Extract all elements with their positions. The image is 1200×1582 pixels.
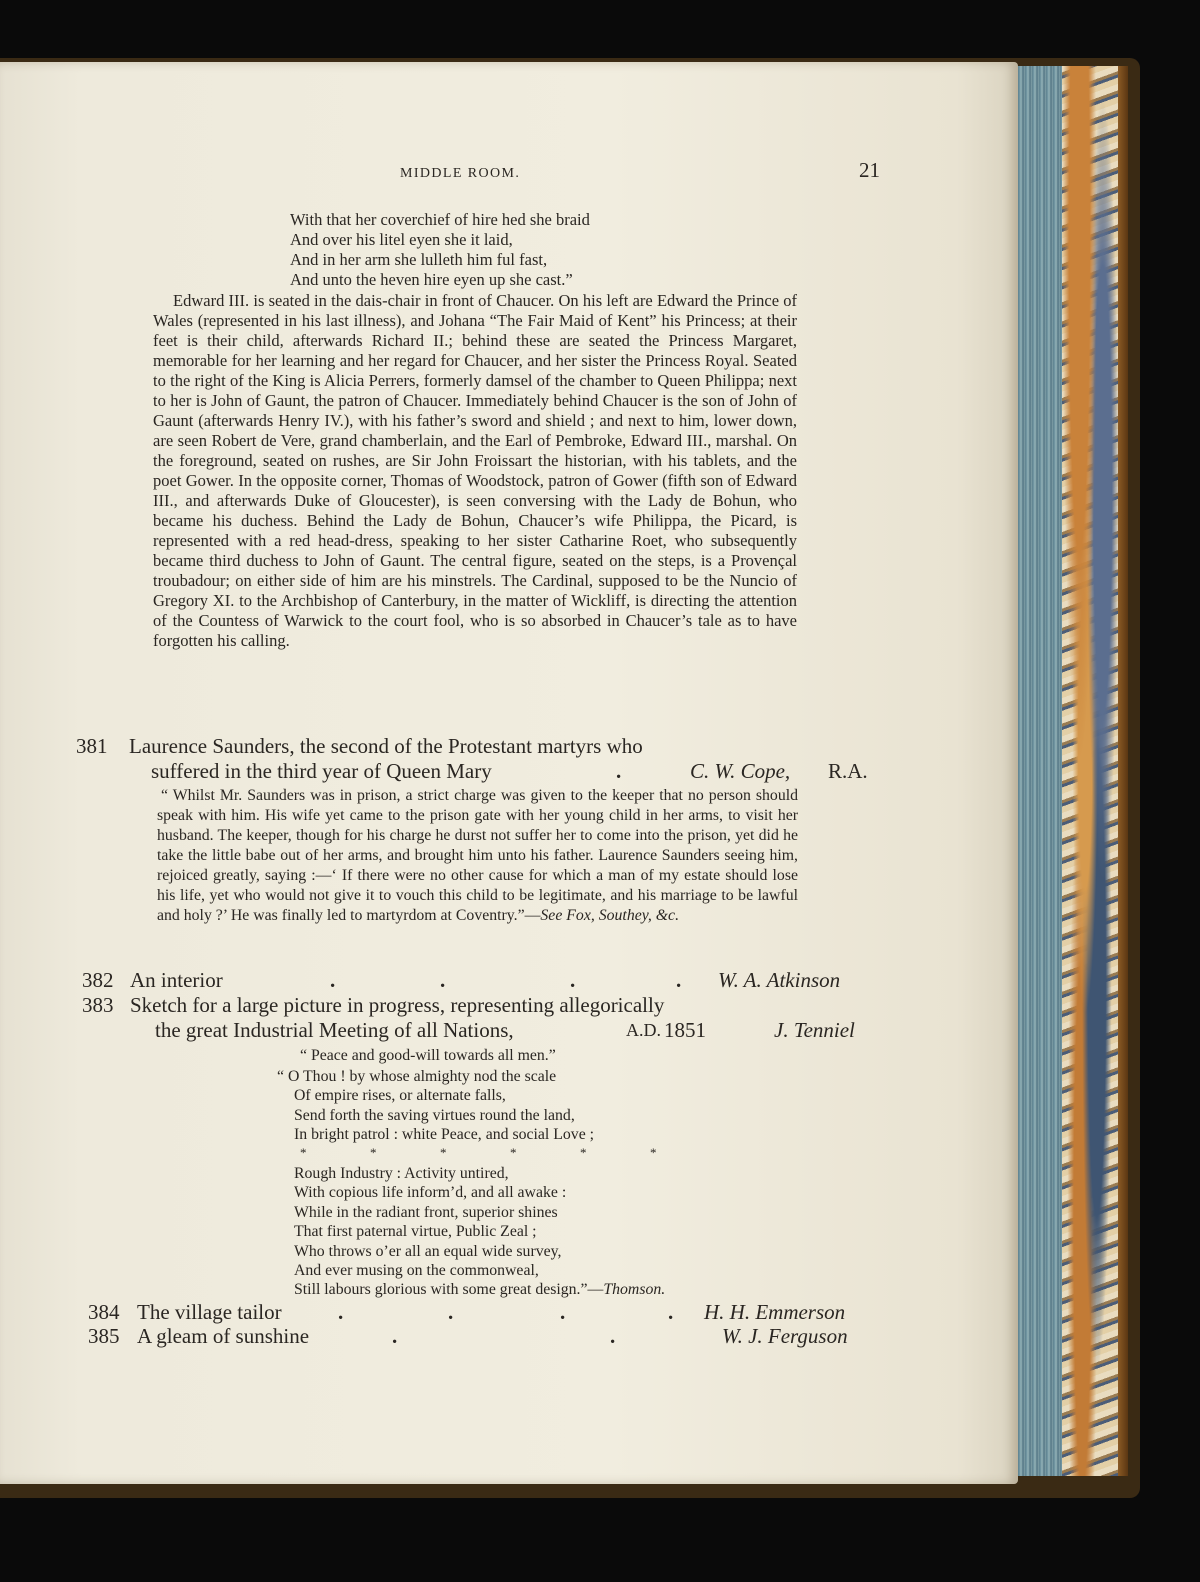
entry-title: An interior — [130, 968, 223, 992]
entry-number: 382 — [82, 968, 114, 992]
entry-title-continued: suffered in the third year of Queen Mary — [151, 759, 492, 783]
verse-line: While in the radiant front, superior shines — [294, 1203, 558, 1221]
leader-dot: . — [570, 968, 576, 992]
artist-name: W. J. Ferguson — [722, 1324, 848, 1348]
leader-dot: . — [392, 1324, 398, 1348]
entry-number: 383 — [82, 993, 114, 1017]
entry-title: The village tailor — [137, 1300, 282, 1324]
artist-name: W. A. Atkinson — [718, 968, 841, 992]
asterisk: * — [440, 1145, 447, 1160]
page-number: 21 — [859, 158, 880, 182]
verse-line: Still labours glorious with some great design.”— — [294, 1281, 604, 1299]
entry-title-continued: the great Industrial Meeting of all Nations, — [155, 1018, 514, 1042]
entry-number: 381 — [76, 734, 108, 758]
entry-title: Sketch for a large picture in progress, representing allegorically — [130, 993, 665, 1017]
motto: “ Peace and good-will towards all men.” — [300, 1047, 556, 1064]
entry-number: 384 — [88, 1300, 120, 1324]
artist-name: H. H. Emmerson — [704, 1300, 846, 1324]
verse-line: And in her arm she lulleth him ful fast, — [290, 250, 548, 269]
asterisk: * — [370, 1145, 377, 1160]
asterisk: * — [580, 1145, 587, 1160]
entry-title: Laurence Saunders, the second of the Protestant martyrs who — [129, 734, 643, 758]
leader-dot: . — [610, 1324, 616, 1348]
verse-stanza-1 — [277, 1067, 594, 1145]
leader-dot: . — [668, 1300, 674, 1324]
page-block-edge — [1018, 66, 1062, 1476]
artist-suffix: R.A. — [828, 759, 868, 783]
verse-line: Who throws o’er all an equal wide survey, — [294, 1242, 562, 1260]
verse-line: Of empire rises, or alternate falls, — [294, 1087, 506, 1105]
verse-line: Send forth the saving virtues round the land, — [294, 1106, 575, 1124]
leader-dot: . — [338, 1300, 344, 1324]
date-prefix: A.D. — [626, 1020, 661, 1040]
leader-dot: . — [448, 1300, 454, 1324]
verse-line: And ever musing on the commonweal, — [294, 1262, 539, 1280]
entry-date: 1851 — [664, 1018, 706, 1042]
verse-line: That first paternal virtue, Public Zeal ; — [294, 1223, 537, 1241]
quote-citation: Thomson. — [603, 1281, 666, 1299]
artist-name: J. Tenniel — [774, 1018, 855, 1042]
verse-line: And unto the heven hire eyen up she cast.” — [290, 270, 573, 289]
entry-number: 385 — [88, 1324, 120, 1348]
leader-dot: . — [330, 968, 336, 992]
leader-dot: . — [560, 1300, 566, 1324]
running-head: MIDDLE ROOM. — [400, 166, 521, 181]
marbled-endpaper — [1062, 66, 1120, 1476]
asterisk: * — [650, 1145, 657, 1160]
verse-stanza-2 — [294, 1164, 665, 1300]
verse-line: And over his litel eyen she it laid, — [290, 230, 513, 249]
asterisk: * — [510, 1145, 517, 1160]
leader-dot: . — [676, 968, 682, 992]
verse-line: With copious life inform’d, and all awake : — [294, 1184, 567, 1202]
verse-line: “ O Thou ! by whose almighty nod the scale — [277, 1068, 557, 1085]
verse-line: Rough Industry : Activity untired, — [294, 1165, 509, 1182]
verse-line-final — [294, 1280, 665, 1299]
asterisk: * — [300, 1145, 307, 1160]
verse-line: In bright patrol : white Peace, and social Love ; — [294, 1126, 595, 1144]
entry-quote-381 — [157, 786, 798, 926]
painting-description: Edward III. is seated in the dais-chair in front of Chaucer. On his left are Edward the Prince of Wales (represented in his last illness), and Johana “The Fair Maid of Kent” his Princess; at their feet is their child, afterwards Richard II.; behind these are seated the Princess Margaret, memorable for her learning and her regard for Chaucer, and her sister the Princess Royal. Seated to the right of the King is Alicia Perrers, formerly damsel of the chamber to Queen Philippa; next to her is John of Gaunt, the patron of Chaucer. Immediately behind Chaucer is the son of John of Gaunt (afterwards Henry IV.), with his father’s sword and shield ; and next to him, lower down, are seen Robert de Vere, grand chamberlain, and the Earl of Pembroke, Edward III., marshal. On the foreground, seated on rushes, are Sir John Froissart the historian, with his tablets, and the poet Gower. In the opposite corner, Thomas of Woodstock, patron of Gower (fifth son of Edward III., and afterwards Duke of Gloucester), is seen conversing with the Lady de Bohun, who became his duchess. Behind the Lady de Bohun, Chaucer’s wife Philippa, the Picard, is represented with a red head-dress, speaking to her sister Catharine Roet, who subsequently became third duchess to John of Gaunt. The central figure, seated on the steps, is a Provençal troubadour; on either side of him are his minstrels. The Cardinal, supposed to be the Nuncio of Gregory XI. to the Archbishop of Canterbury, in the matter of Wickliff, is directing the attention of the Countess of Warwick to the court fool, who is so absorbed in Chaucer’s tale as to have forgotten his calling. — [153, 291, 797, 650]
leader-dot: . — [616, 759, 622, 783]
opening-verse — [290, 210, 590, 290]
entry-title: A gleam of sunshine — [137, 1324, 310, 1348]
verse-line: With that her coverchief of hire hed she braid — [290, 210, 590, 229]
page-header — [400, 158, 880, 186]
book-cover-edge — [1118, 66, 1128, 1476]
artist-name: C. W. Cope, — [690, 759, 791, 783]
quote-citation: See Fox, Southey, &c. — [540, 907, 680, 924]
quote-text: “ Whilst Mr. Saunders was in prison, a strict charge was given to the keeper that no person should speak with him. His wife yet came to the prison gate with her young child in her arms, to visit her husband. The keeper, though for his charge he durst not suffer her to come into the prison, yet did he take the little babe out of her arms, and brought him unto his father. Laurence Saunders seeing him, rejoiced greatly, saying :—‘ If there were no other cause for which a man of my estate should lose his life, yet who would not give it to vouch this child to be legitimate, and his marriage to be lawful and holy ?’ He was finally led to martyrdom at Coventry.”— — [157, 787, 798, 924]
leader-dot: . — [440, 968, 446, 992]
